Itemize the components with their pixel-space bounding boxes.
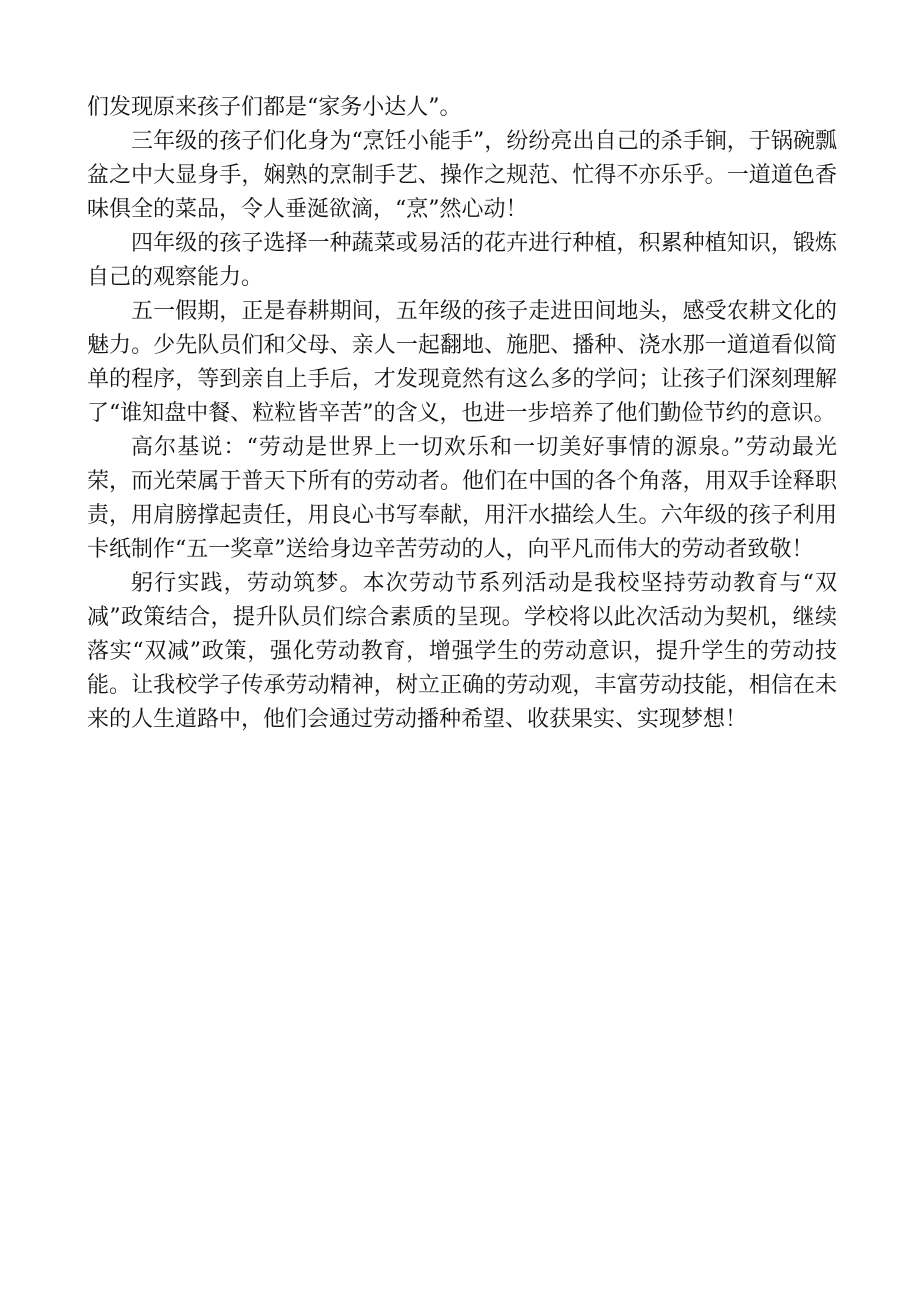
- document-body: [87, 91, 837, 737]
- paragraph-grade-five: 五一假期，正是春耕期间，五年级的孩子走进田间地头，感受农耕文化的魅力。少先队员们和父母、亲人一起翻地、施肥、播种、浇水那一道道看似简单的程序，等到亲自上手后，才发现竟然有这么多的学问；让孩子们深刻理解了“谁知盘中餐、粒粒皆辛苦”的含义，也进一步培养了他们勤俭节约的意识。: [87, 299, 837, 426]
- paragraph-conclusion: 躬行实践，劳动筑梦。本次劳动节系列活动是我校坚持劳动教育与“双减”政策结合，提升队员们综合素质的呈现。学校将以此次活动为契机，继续落实“双减”政策，强化劳动教育，增强学生的劳动意识，提升学生的劳动技能。让我校学子传承劳动精神，树立正确的劳动观，丰富劳动技能，相信在未来的人生道路中，他们会通过劳动播种希望、收获果实、实现梦想！: [87, 571, 837, 732]
- paragraph-continuation: 们发现原来孩子们都是“家务小达人”。: [87, 95, 462, 120]
- paragraph-grade-four: 四年级的孩子选择一种蔬菜或易活的花卉进行种植，积累种植知识，锻炼自己的观察能力。: [87, 231, 837, 290]
- paragraph-grade-six: 高尔基说：“劳动是世界上一切欢乐和一切美好事情的源泉。”劳动最光荣，而光荣属于普天下所有的劳动者。他们在中国的各个角落，用双手诠释职责，用肩膀撑起责任，用良心书写奉献，用汗水描绘人生。六年级的孩子利用卡纸制作“五一奖章”送给身边辛苦劳动的人，向平凡而伟大的劳动者致敬！: [87, 435, 837, 562]
- paragraph-grade-three: 三年级的孩子们化身为“烹饪小能手”，纷纷亮出自己的杀手锏，于锅碗瓢盆之中大显身手，娴熟的烹制手艺、操作之规范、忙得不亦乐乎。一道道色香味俱全的菜品，令人垂涎欲滴，“烹”然心动！: [87, 129, 837, 222]
